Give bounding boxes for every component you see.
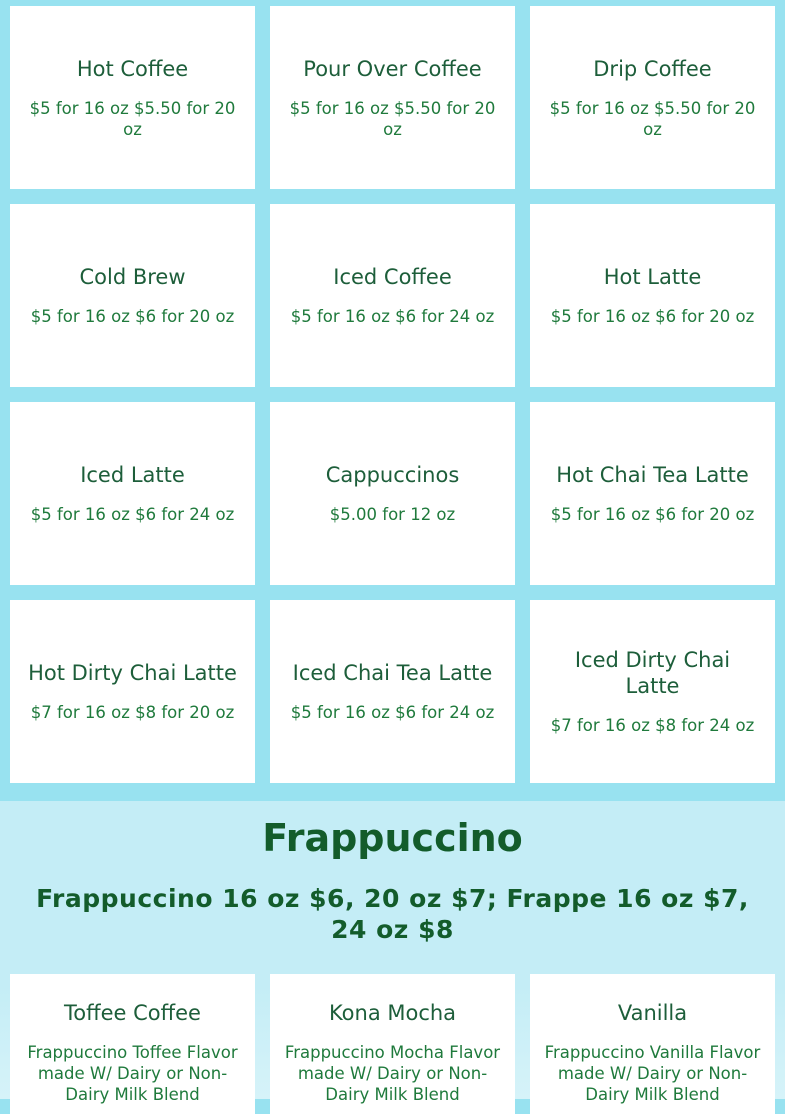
menu-item-name: Iced Coffee <box>333 265 452 289</box>
menu-item-price: $5 for 16 oz $6 for 20 oz <box>30 307 235 326</box>
menu-item-name: Hot Latte <box>603 265 702 289</box>
menu-item-price: $5 for 16 oz $6 for 24 oz <box>290 703 495 722</box>
menu-item-price: $5 for 16 oz $6 for 24 oz <box>290 307 495 326</box>
menu-item-price: $5 for 16 oz $5.50 for 20 oz <box>549 98 756 139</box>
section-subtitle: Frappuccino 16 oz $6, 20 oz $7; Frappe 16 oz $7, 24 oz $8 <box>36 884 749 944</box>
section-title: Frappuccino <box>262 816 523 860</box>
menu-item-name: Hot Chai Tea Latte <box>556 463 749 487</box>
menu-card-cappuccinos <box>270 402 515 585</box>
menu-item-name: Pour Over Coffee <box>303 56 482 81</box>
frappuccino-section <box>0 801 785 1104</box>
frappe-item-description: Frappuccino Vanilla Flavor made W/ Dairy or Non-Dairy Milk Blend <box>544 1043 761 1104</box>
menu-card-hot-coffee <box>10 6 255 189</box>
frappuccino-grid <box>10 974 775 1114</box>
menu-card-cold-brew <box>10 204 255 387</box>
frappe-card-toffee-coffee <box>10 974 255 1114</box>
menu-item-name: Iced Latte <box>80 463 185 487</box>
frappe-card-vanilla <box>530 974 775 1114</box>
menu-card-iced-chai-tea-latte <box>270 600 515 783</box>
menu-card-iced-dirty-chai-latte <box>530 600 775 783</box>
menu-item-name: Drip Coffee <box>593 56 712 81</box>
menu-item-price: $5 for 16 oz $5.50 for 20 oz <box>29 98 236 139</box>
menu-item-price: $5 for 16 oz $6 for 24 oz <box>30 505 235 524</box>
frappe-card-kona-mocha <box>270 974 515 1114</box>
menu-grid <box>10 6 775 783</box>
menu-item-price: $5 for 16 oz $6 for 20 oz <box>550 505 755 524</box>
menu-item-price: $5 for 16 oz $6 for 20 oz <box>550 307 755 326</box>
menu-item-name: Hot Coffee <box>76 56 189 81</box>
menu-card-pour-over-coffee <box>270 6 515 189</box>
frappe-item-name: Vanilla <box>617 1001 688 1025</box>
frappe-item-name: Toffee Coffee <box>64 1001 201 1025</box>
menu-card-hot-latte <box>530 204 775 387</box>
menu-card-iced-latte <box>10 402 255 585</box>
menu-card-iced-coffee <box>270 204 515 387</box>
menu-card-hot-dirty-chai-latte <box>10 600 255 783</box>
frappe-item-description: Frappuccino Toffee Flavor made W/ Dairy or Non-Dairy Milk Blend <box>27 1043 238 1104</box>
menu-item-price: $7 for 16 oz $8 for 20 oz <box>30 703 235 722</box>
frappe-item-description: Frappuccino Mocha Flavor made W/ Dairy or Non-Dairy Milk Blend <box>284 1043 501 1104</box>
menu-item-name: Iced Dirty Chai Latte <box>574 648 731 698</box>
menu-item-name: Hot Dirty Chai Latte <box>28 661 237 685</box>
menu-item-price: $5.00 for 12 oz <box>329 505 456 524</box>
menu-item-price: $7 for 16 oz $8 for 24 oz <box>550 716 755 735</box>
menu-card-drip-coffee <box>530 6 775 189</box>
menu-item-name: Iced Chai Tea Latte <box>292 661 493 685</box>
menu-item-price: $5 for 16 oz $5.50 for 20 oz <box>289 98 496 139</box>
menu-item-name: Cappuccinos <box>325 463 460 487</box>
menu-card-hot-chai-tea-latte <box>530 402 775 585</box>
frappe-item-name: Kona Mocha <box>328 1001 457 1025</box>
menu-item-name: Cold Brew <box>79 265 186 289</box>
